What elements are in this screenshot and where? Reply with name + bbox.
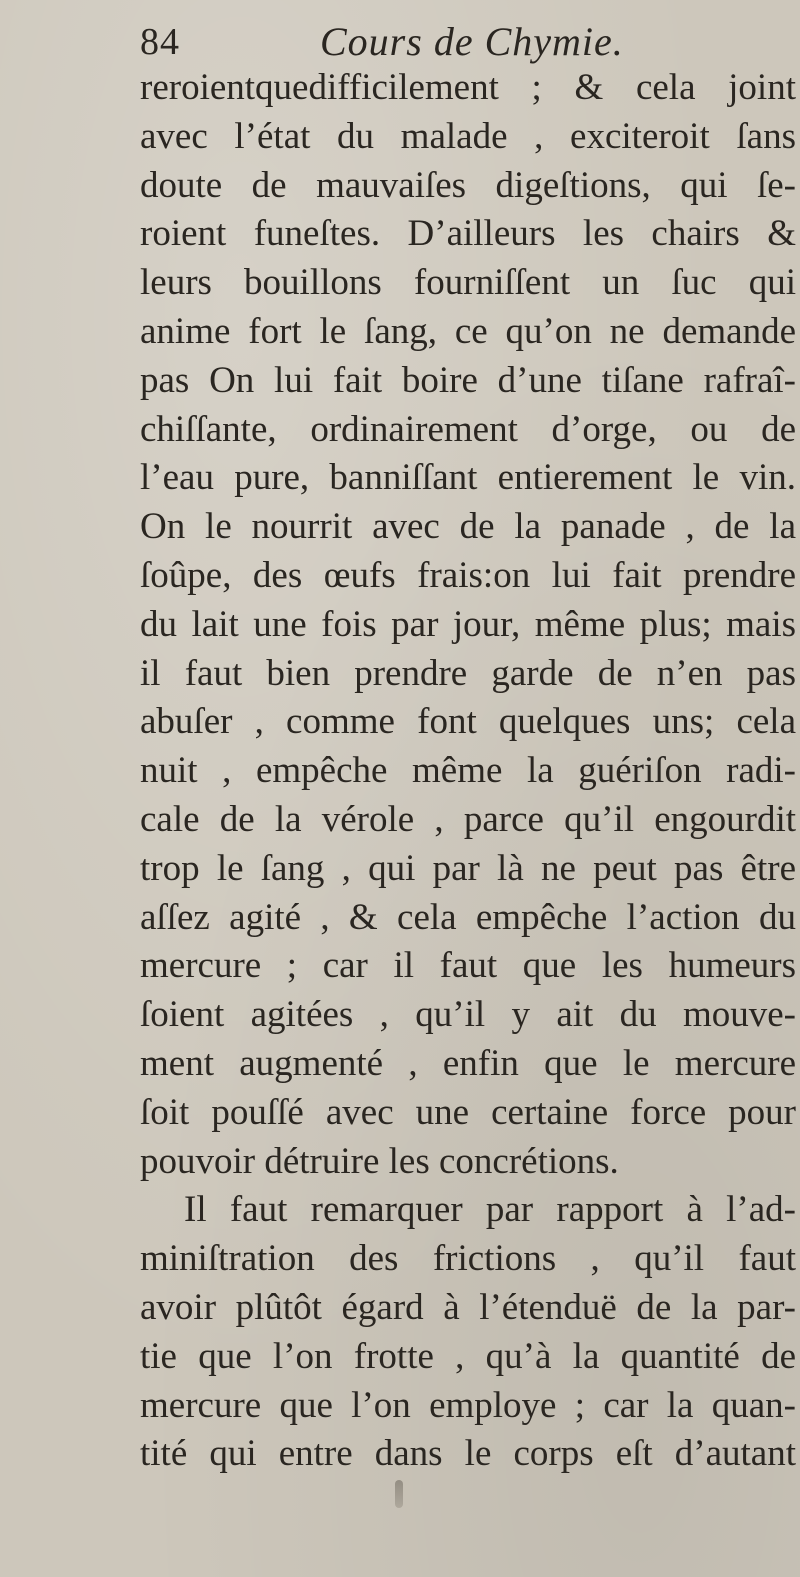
text-line: doute de mauvaiſes digeſtions, qui ſe- (140, 164, 796, 206)
text-line: du lait une fois par jour, même plus; mais (140, 603, 796, 645)
text-line: miniſtration des frictions , qu’il faut (140, 1238, 796, 1280)
text-line: ment augmenté , enfin que le mercure (140, 1042, 796, 1084)
text-line: roient funeſtes. D’ailleurs les chairs & (140, 213, 796, 255)
text-line: cale de la vérole , parce qu’il engourdit (140, 798, 796, 840)
text-line: chiſſante, ordinairement d’orge, ou de (140, 408, 796, 450)
ink-smudge (395, 1480, 403, 1508)
page-number: 84 (140, 21, 180, 63)
text-line: trop le ſang , qui par là ne peut pas être (140, 847, 796, 889)
text-line: reroientquedifficilement ; & cela joint (140, 67, 796, 108)
page-header (140, 20, 740, 64)
paragraph-start-line: Il faut remarquer par rapport à l’ad- (184, 1189, 796, 1231)
text-line: nuit , empêche même la guériſon radi- (140, 750, 796, 792)
text-line: tité qui entre dans le corps eſt d’autant (140, 1433, 796, 1475)
text-line: ſoit pouſſé avec une certaine force pour (140, 1091, 796, 1133)
text-line: il faut bien prendre garde de n’en pas (140, 652, 796, 694)
text-line: ſoient agitées , qu’il y ait du mouve- (140, 994, 796, 1036)
text-line: mercure ; car il faut que les humeurs (140, 945, 796, 987)
text-line: avoir plûtôt égard à l’étenduë de la par- (140, 1286, 796, 1328)
text-line: aſſez agité , & cela empêche l’action du (140, 896, 796, 938)
text-line: anime fort le ſang, ce qu’on ne demande (140, 310, 796, 352)
text-line: abuſer , comme font quelques uns; cela (140, 701, 796, 743)
text-line: l’eau pure, banniſſant entierement le vin. (140, 457, 796, 499)
text-line: leurs bouillons fourniſſent un ſuc qui (140, 262, 796, 304)
text-line: ſoûpe, des œufs frais:on lui fait prendre (140, 554, 796, 596)
text-line: On le nourrit avec de la panade , de la (140, 506, 796, 548)
body-text (140, 64, 796, 1479)
running-title: Cours de Chymie. (320, 19, 624, 64)
text-line: tie que l’on frotte , qu’à la quantité de (140, 1335, 796, 1377)
text-line: pas On lui fait boire d’une tiſane rafraî- (140, 359, 796, 401)
text-line: mercure que l’on employe ; car la quan- (140, 1384, 796, 1426)
text-line: avec l’état du malade , exciteroit ſans (140, 115, 796, 157)
paragraph-end-line: pouvoir détruire les concrétions. (140, 1140, 619, 1182)
